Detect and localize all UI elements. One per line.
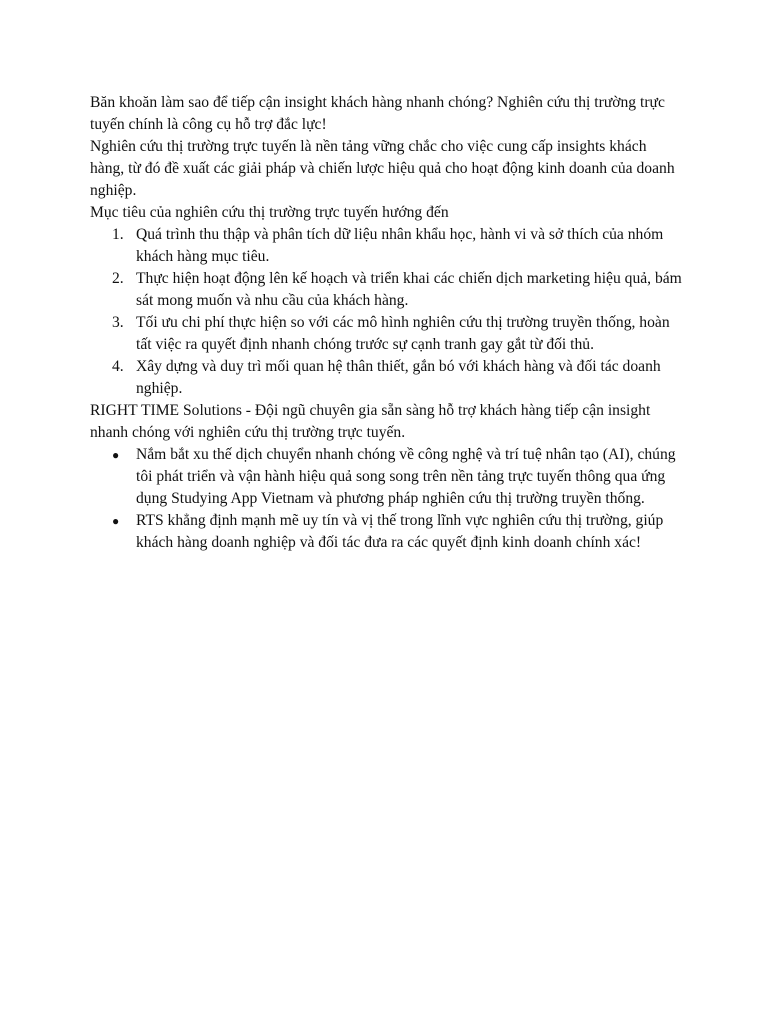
bullet-list xyxy=(90,444,682,554)
description-paragraph: Nghiên cứu thị trường trực tuyến là nền tảng vững chắc cho việc cung cấp insights khách hàng, từ đó đề xuất các giải pháp và chiến lược hiệu quả cho hoạt động kinh doanh của doanh nghiệp. xyxy=(90,138,675,199)
intro-paragraph: Băn khoăn làm sao để tiếp cận insight khách hàng nhanh chóng? Nghiên cứu thị trường trực tuyến chính là công cụ hỗ trợ đắc lực! xyxy=(90,94,665,133)
objectives-heading: Mục tiêu của nghiên cứu thị trường trực tuyến hướng đến xyxy=(90,204,449,221)
bullet-icon: ● xyxy=(112,514,120,528)
document-page xyxy=(90,92,682,554)
list-number: 4. xyxy=(112,358,124,375)
list-item-text: Quá trình thu thập và phân tích dữ liệu nhân khẩu học, hành vi và sở thích của nhóm khách hàng mục tiêu. xyxy=(136,226,664,265)
company-paragraph: RIGHT TIME Solutions - Đội ngũ chuyên gia sẵn sàng hỗ trợ khách hàng tiếp cận insight nhanh chóng với nghiên cứu thị trường trực tuyến. xyxy=(90,402,651,441)
list-item-text: Tối ưu chi phí thực hiện so với các mô hình nghiên cứu thị trường truyền thống, hoàn tất việc ra quyết định nhanh chóng trước sự cạnh tranh gay gắt từ đối thủ. xyxy=(136,314,670,353)
list-item xyxy=(90,312,682,356)
list-item-text: RTS khẳng định mạnh mẽ uy tín và vị thế trong lĩnh vực nghiên cứu thị trường, giúp khách hàng doanh nghiệp và đối tác đưa ra các quyết định kinh doanh chính xác! xyxy=(136,512,664,551)
list-item-text: Thực hiện hoạt động lên kế hoạch và triển khai các chiến dịch marketing hiệu quả, bám sát mong muốn và nhu cầu của khách hàng. xyxy=(136,270,682,309)
list-item xyxy=(90,510,682,554)
list-item xyxy=(90,268,682,312)
list-number: 2. xyxy=(112,270,124,287)
list-item xyxy=(90,356,682,400)
list-number: 3. xyxy=(112,314,124,331)
list-number: 1. xyxy=(112,226,124,243)
objectives-list xyxy=(90,224,682,400)
list-item xyxy=(90,224,682,268)
bullet-icon: ● xyxy=(112,448,120,462)
list-item-text: Nắm bắt xu thế dịch chuyển nhanh chóng về công nghệ và trí tuệ nhân tạo (AI), chúng tôi phát triển và vận hành hiệu quả song song trên nền tảng trực tuyến thông qua ứng dụng Studying App Vietnam và phương pháp nghiên cứu thị trường truyền thống. xyxy=(136,446,676,507)
list-item xyxy=(90,444,682,510)
list-item-text: Xây dựng và duy trì mối quan hệ thân thiết, gắn bó với khách hàng và đối tác doanh nghiệp. xyxy=(136,358,661,397)
